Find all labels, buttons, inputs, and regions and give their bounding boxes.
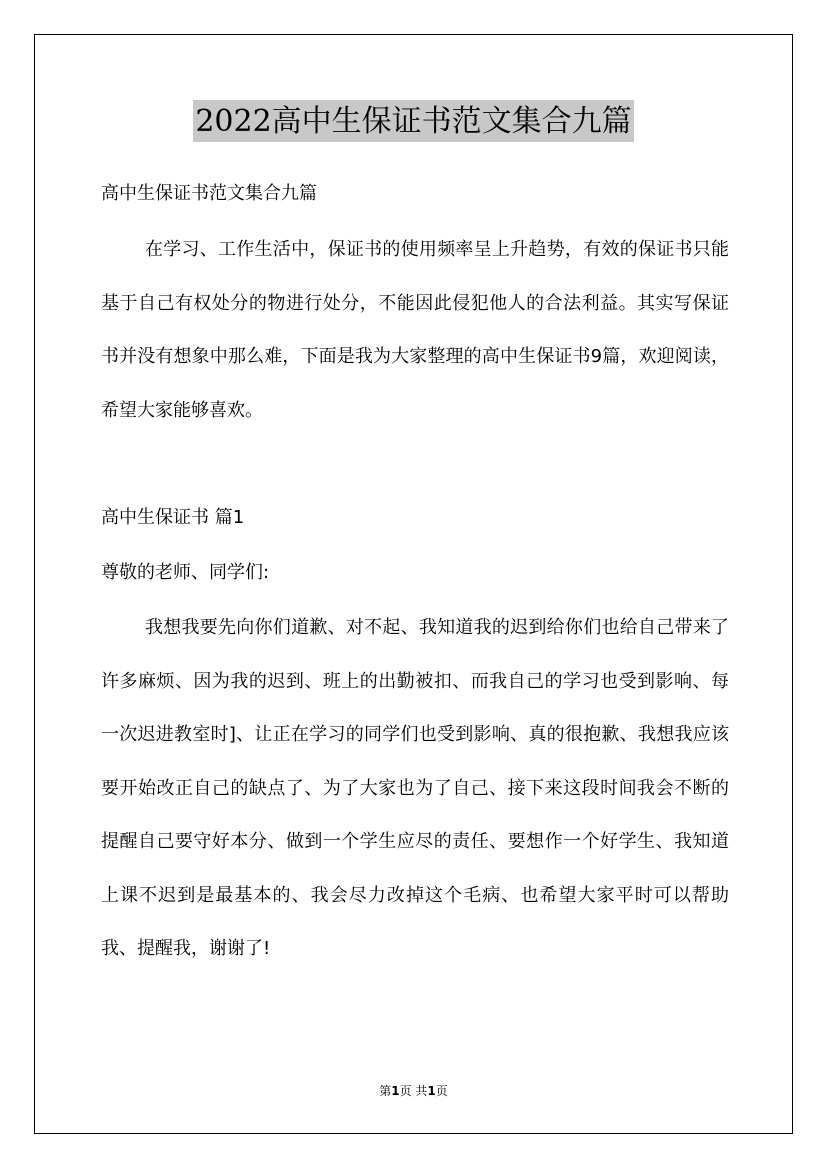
body-paragraph: 我想我要先向你们道歉、对不起、我知道我的迟到给你们也给自己带来了许多麻烦、因为我的迟到、班上的出勤被扣、而我自己的学习也受到影响、每一次迟进教室时]、让正在学习的同学们也受到影响、真的很抱歉、我想我应该要开始改正自己的缺点了、为了大家也为了自己、接下来这段时间我会不断的提醒自己要守好本分、做到一个学生应尽的责任、要想作一个好学生、我知道上课不迟到是最基本的、我会尽力改掉这个毛病、也希望大家平时可以帮助我、提醒我，谢谢了!: [101, 617, 729, 959]
salutation: 尊敬的老师、同学们:: [101, 562, 270, 583]
footer-page-current: 1: [391, 1084, 400, 1098]
footer-page-prefix: 第: [379, 1084, 392, 1098]
intro-paragraph: 在学习、工作生活中，保证书的使用频率呈上升趋势，有效的保证书只能基于自己有权处分的物进行处分，不能因此侵犯他人的合法利益。其实写保证书并没有想象中那么难，下面是我为大家整理的高中生保证书9篇，欢迎阅读，希望大家能够喜欢。: [101, 239, 729, 421]
document-subtitle: 高中生保证书范文集合九篇: [101, 183, 317, 204]
section-heading: 高中生保证书 篇1: [101, 507, 245, 528]
document-title: 2022高中生保证书范文集合九篇: [193, 100, 633, 142]
footer-page-mid: 页 共: [399, 1084, 428, 1098]
title-container: [0, 100, 827, 142]
footer-page-total: 1: [427, 1084, 436, 1098]
footer-page-suffix: 页: [435, 1084, 448, 1098]
page-footer: [0, 1083, 827, 1099]
